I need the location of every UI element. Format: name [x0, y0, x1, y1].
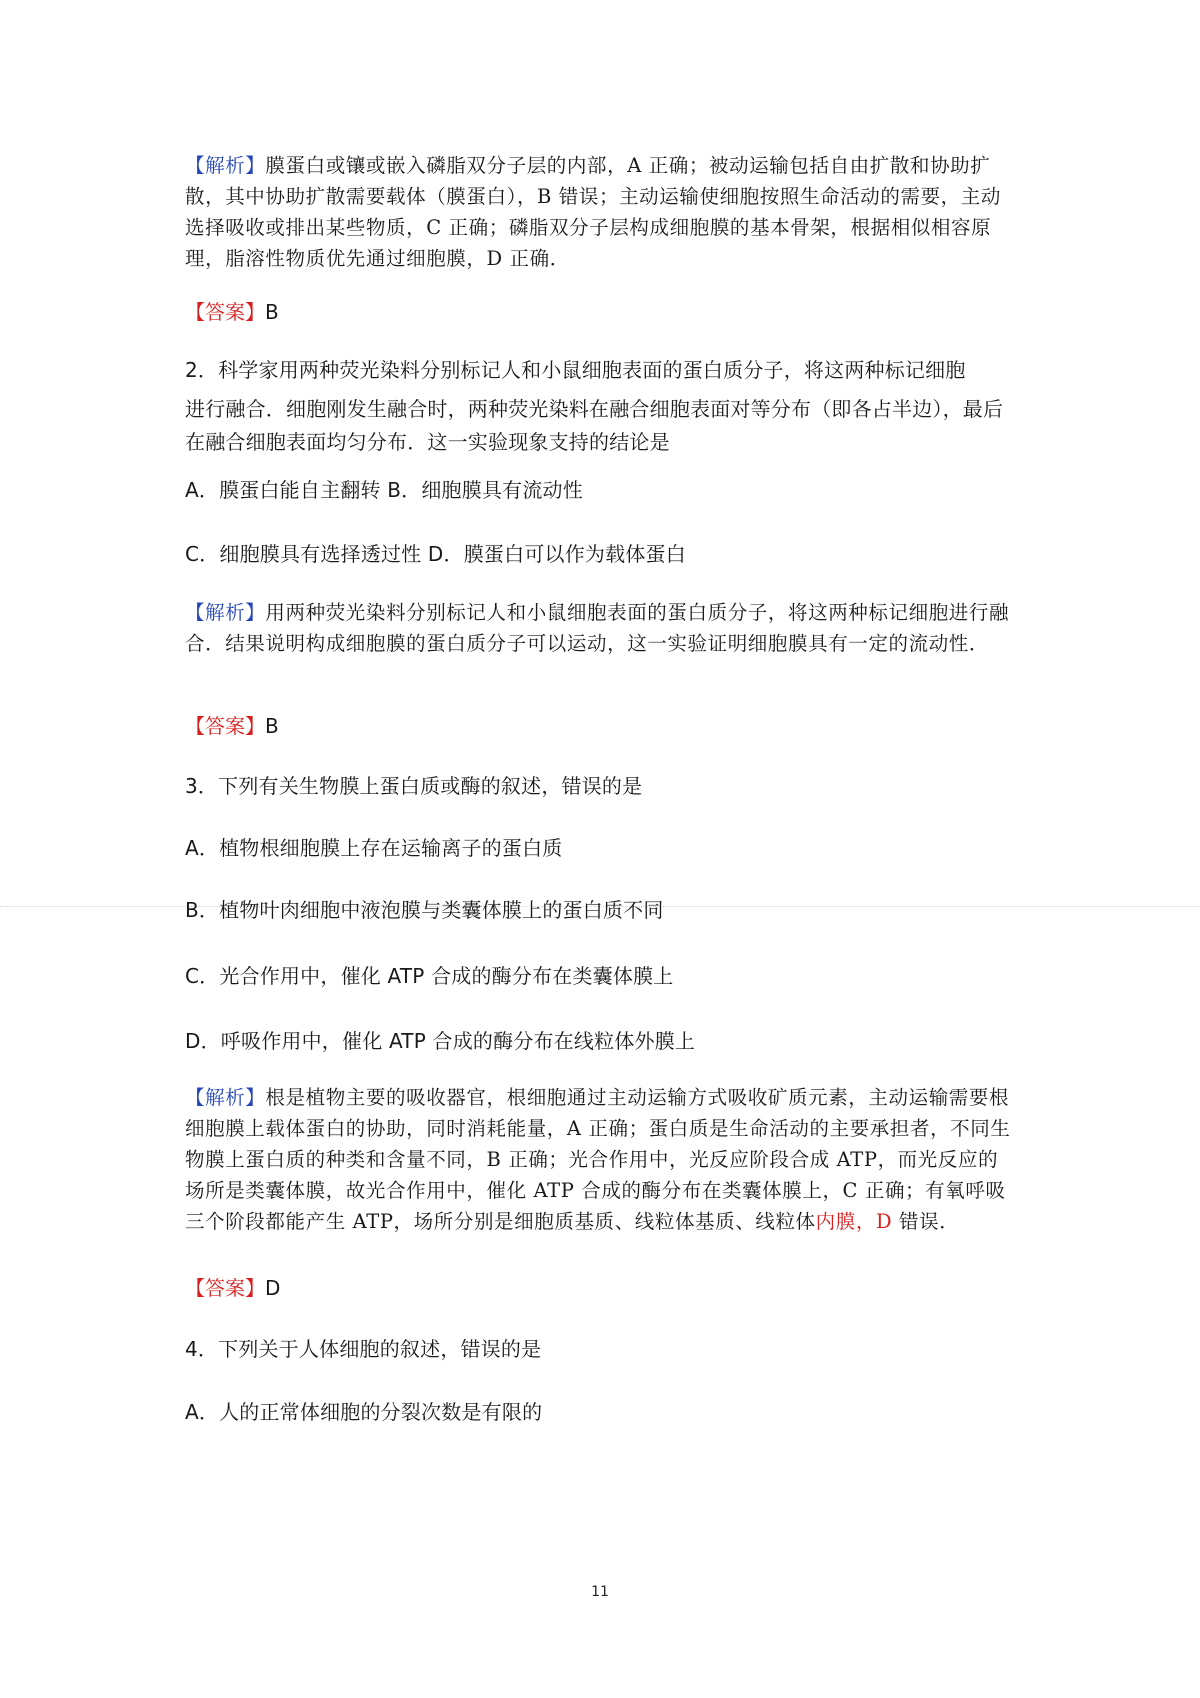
q2-answer [185, 710, 1015, 739]
q3-answer-value: D [265, 1276, 281, 1300]
q2-options-cd: C．细胞膜具有选择透过性 D．膜蛋白可以作为载体蛋白 [185, 542, 686, 566]
page-number: 11 [591, 1584, 609, 1600]
analysis-label: 【解析】 [185, 154, 266, 177]
q1-answer-value: B [265, 300, 279, 324]
q3-answer [185, 1272, 1015, 1301]
q2-analysis-text: 用两种荧光染料分别标记人和小鼠细胞表面的蛋白质分子，将这两种标记细胞进行融合．结果说明构成细胞膜的蛋白质分子可以运动，这一实验证明细胞膜具有一定的流动性． [185, 601, 1010, 655]
q3-analysis-text: 根是植物主要的吸收器官，根细胞通过主动运输方式吸收矿质元素，主动运输需要根细胞膜上载体蛋白的协助，同时消耗能量，A 正确；蛋白质是生命活动的主要承担者，不同生物膜上蛋白质的种类和含量不同，B 正确；光合作用中，光反应阶段合成 ATP，而光反应的场所是类囊体膜，故光合作用中，催化 ATP 合成的酶分布在类囊体膜上，C 正确；有氧呼吸三个阶段都能产生 ATP，场所分别是细胞质基质、线粒体基质、线粒体 [185, 1086, 1011, 1233]
q2-answer-value: B [265, 714, 279, 738]
q3-option-b: B．植物叶肉细胞中液泡膜与类囊体膜上的蛋白质不同 [185, 898, 664, 922]
q3-analysis-tail: 错误． [892, 1210, 960, 1233]
q1-analysis-text: 膜蛋白或镶或嵌入磷脂双分子层的内部，A 正确；被动运输包括自由扩散和协助扩散，其中协助扩散需要载体（膜蛋白），B 错误；主动运输使细胞按照生命活动的需要，主动选择吸收或排出某些物质，C 正确；磷脂双分子层构成细胞膜的基本骨架，根据相似相容原理，脂溶性物质优先通过细胞膜，D 正确． [185, 154, 1001, 270]
q3-stem: 3．下列有关生物膜上蛋白质或酶的叙述，错误的是 [185, 774, 643, 798]
q2-stem-line1: 2．科学家用两种荧光染料分别标记人和小鼠细胞表面的蛋白质分子，将这两种标记细胞 [185, 358, 966, 382]
q3-analysis-red-text: 内膜，D [815, 1210, 893, 1233]
answer-label: 【答案】 [185, 1276, 265, 1300]
q1-analysis [185, 150, 1015, 274]
answer-label: 【答案】 [185, 300, 265, 324]
analysis-label: 【解析】 [185, 601, 266, 624]
q3-analysis [185, 1082, 1015, 1237]
q2-analysis [185, 597, 1015, 659]
q2-stem-line2: 进行融合．细胞刚发生融合时，两种荧光染料在融合细胞表面对等分布（即各占半边），最后在融合细胞表面均匀分布．这一实验现象支持的结论是 [185, 397, 1004, 454]
q4-option-a: A．人的正常体细胞的分裂次数是有限的 [185, 1400, 543, 1424]
answer-label: 【答案】 [185, 714, 265, 738]
q2-options-ab: A．膜蛋白能自主翻转 B．细胞膜具有流动性 [185, 478, 583, 502]
q1-answer [185, 296, 1015, 325]
q3-option-c: C．光合作用中，催化 ATP 合成的酶分布在类囊体膜上 [185, 964, 674, 988]
q4-stem: 4．下列关于人体细胞的叙述，错误的是 [185, 1337, 542, 1361]
q3-option-a: A．植物根细胞膜上存在运输离子的蛋白质 [185, 836, 563, 860]
analysis-label: 【解析】 [185, 1086, 266, 1109]
q3-option-d: D．呼吸作用中，催化 ATP 合成的酶分布在线粒体外膜上 [185, 1029, 696, 1053]
